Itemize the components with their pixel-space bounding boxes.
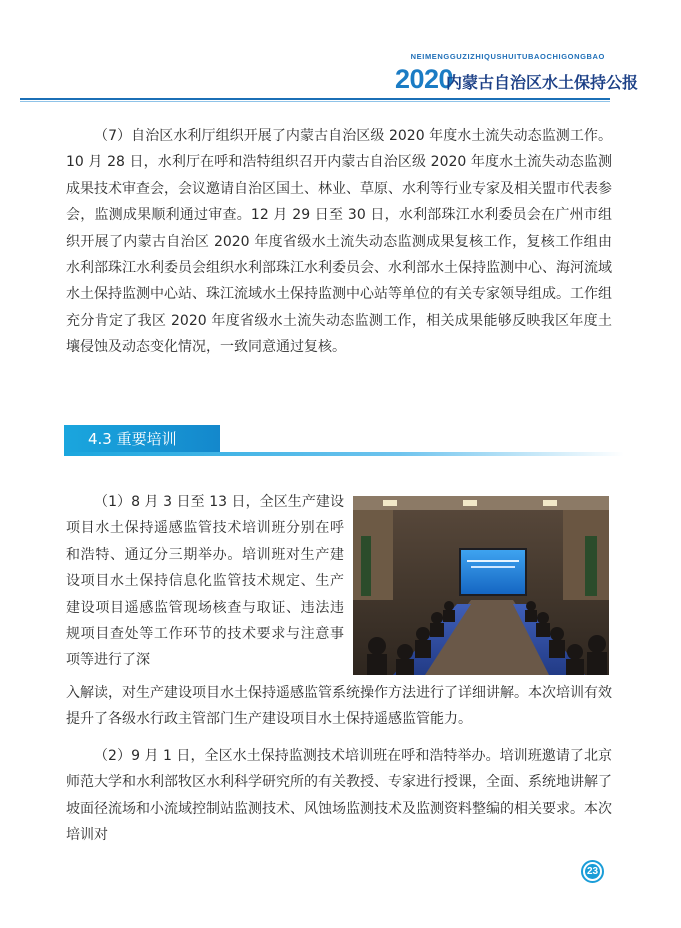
header-divider-light [20,101,610,102]
page-number-badge [581,860,604,883]
page-number: 23 [586,866,599,877]
header-divider [20,98,610,100]
paragraph-training-1: （1）8 月 3 日至 13 日，全区生产建设项目水土保持遥感监管技术培训班分别在呼和浩特、通辽分三期举办。培训班对生产建设项目水土保持信息化监管技术规定、生产建设项目遥感监管现场核查与取证、违法违规项目查处等工作环节的技术要求与注意事项等进行了深 [66,494,344,669]
section-heading: 4.3 重要培训 [88,430,177,448]
header-year: 2020 [395,64,454,94]
header-pinyin: NEIMENGGUZIZHIQUSHUITUBAOCHIGONGBAO [410,52,605,61]
paragraph-item-7: （7）自治区水利厅组织开展了内蒙古自治区级 2020 年度水土流失动态监测工作。10 月 28 日，水利厅在呼和浩特组织召开内蒙古自治区级 2020 年度水土流失动态监测成果技术审查会，会议邀请自治区国土、林业、草原、水利等行业专家及相关盟市代表参会，监测成果顺利通过审查。12 月 29 日至 30 日，水利部珠江水利委员会在广州市组织开展了内蒙古自治区 2020 年度省级水土流失动态监测成果复核工作，复核工作组由水利部珠江水利委员会组织水利部珠江水利委员会、水利部水土保持监测中心、海河流域水土保持监测中心站、珠江流域水土保持监测中心站等单位的有关专家领导组成。工作组充分肯定了我区 2020 年度省级水土流失动态监测工作，相关成果能够反映我区年度土壤侵蚀及动态变化情况，一致同意通过复核。 [66,128,612,356]
page-header [0,0,681,100]
paragraph-training-1-cont: 入解读，对生产建设项目水土保持遥感监管系统操作方法进行了详细讲解。本次培训有效提升了各级水行政主管部门生产建设项目水土保持遥感监管能力。 [66,685,612,728]
header-title: 内蒙古自治区水土保持公报 [446,73,639,92]
paragraph-training-2: （2）9 月 1 日，全区水土保持监测技术培训班在呼和浩特举办。培训班邀请了北京师范大学和水利部牧区水利科学研究所的有关教授、专家进行授课，全面、系统地讲解了坡面径流场和小流域控制站监测技术、风蚀场监测技术及监测资料整编的相关要求。本次培训对 [66,748,612,844]
training-meeting-photo [353,496,609,675]
section-banner-underline [64,452,624,456]
